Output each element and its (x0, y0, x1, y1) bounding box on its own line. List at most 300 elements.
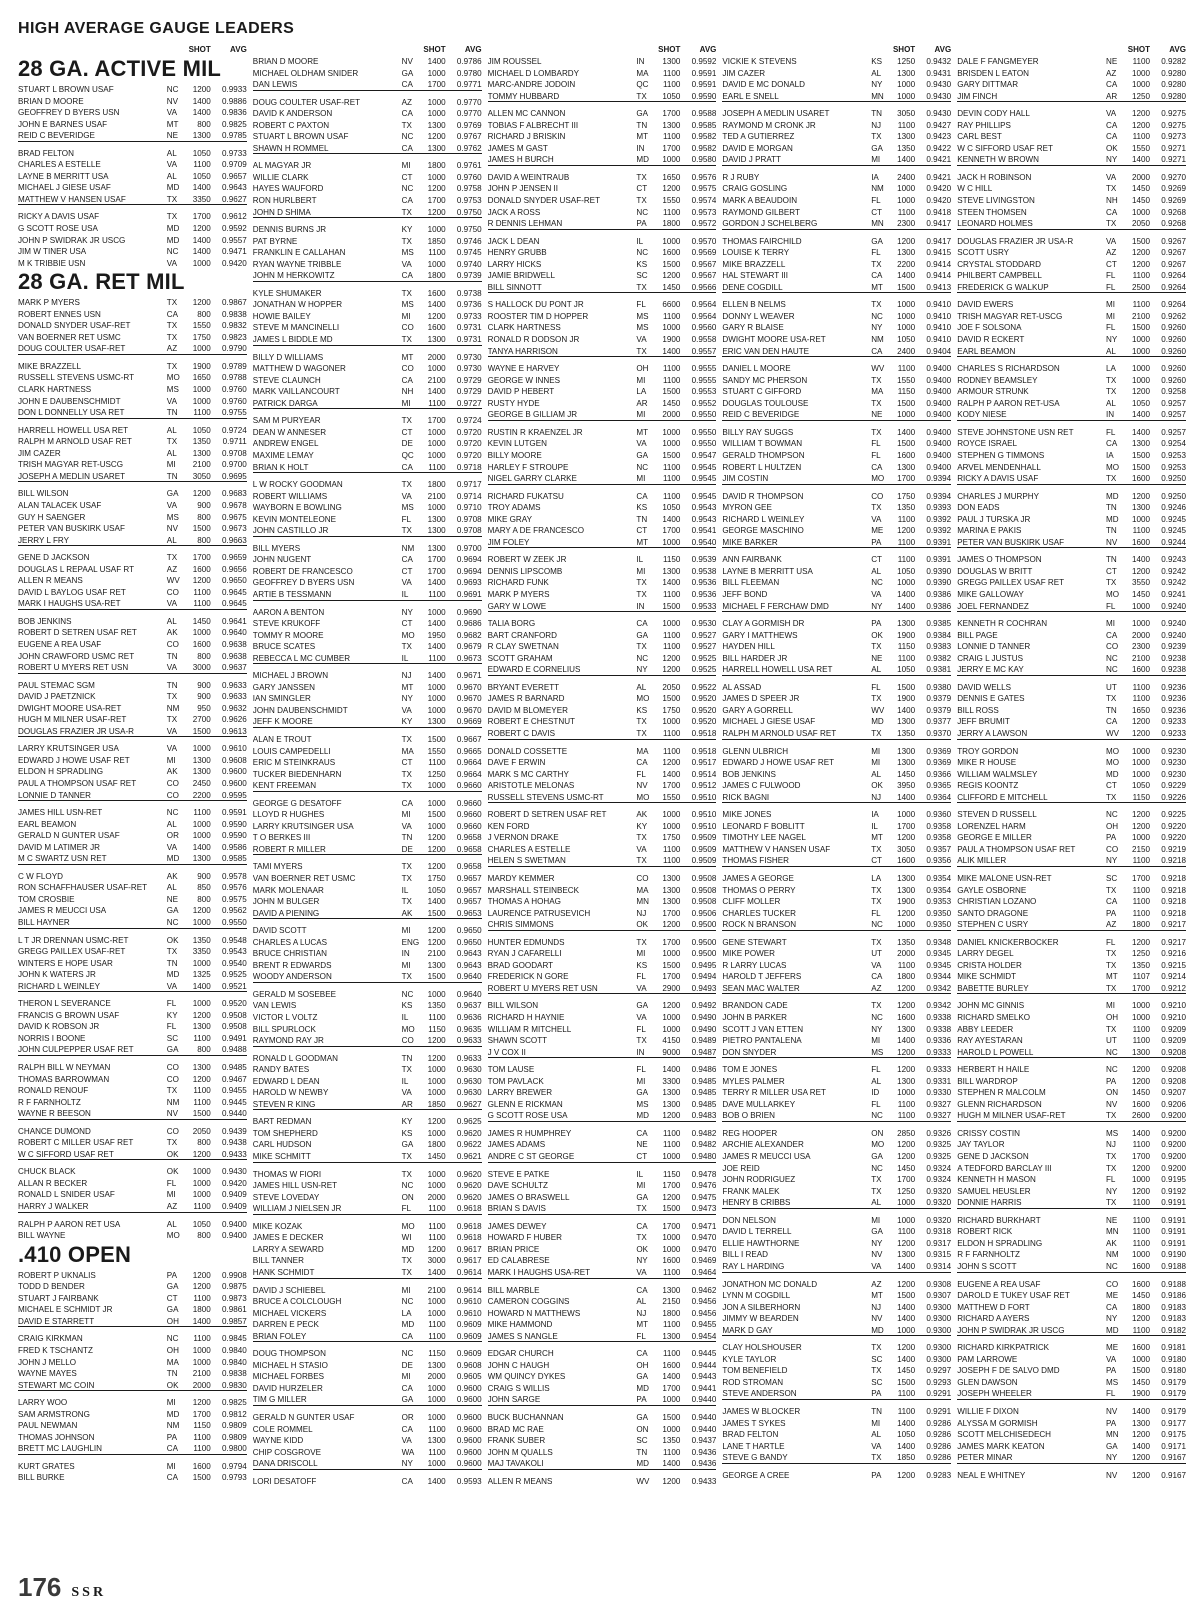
average-value: 0.9617 (456, 1244, 482, 1254)
shooter-name: DENE COGDILL (722, 282, 783, 292)
shooter-row (488, 1476, 717, 1488)
average-value: 0.9233 (1161, 717, 1186, 727)
shooter-state: TX (1105, 1152, 1117, 1162)
shooter-name: EARL BEAMON (957, 346, 1016, 356)
shooter-name: SCOTT MELCHISEDECH (957, 1430, 1052, 1440)
average-value: 0.9600 (222, 778, 247, 788)
average-value: 0.9645 (222, 599, 247, 609)
shot-count: 1100 (1132, 1215, 1150, 1225)
shooter-row (488, 108, 717, 120)
shooter-name: RICHARD FUNK (487, 578, 549, 588)
shot-count: 1600 (1131, 1279, 1150, 1289)
average-value: 0.9933 (222, 85, 247, 94)
average-value: 0.9432 (926, 57, 952, 66)
shot-count: 1500 (1131, 236, 1150, 246)
shot-count: 1000 (427, 172, 446, 182)
shooter-state: AK (166, 871, 178, 881)
leader-column (488, 44, 717, 1564)
shot-count: 1900 (897, 630, 916, 640)
shooter-state: TX (401, 207, 412, 217)
shooter-row (488, 728, 717, 740)
shooter-row (18, 1166, 247, 1178)
shot-count: 1100 (662, 491, 681, 501)
shot-count: 2500 (1131, 282, 1150, 292)
average-value: 0.9695 (222, 471, 247, 481)
shooter-name: STEVEN D RUSSELL (957, 810, 1037, 820)
shooter-row (488, 218, 717, 230)
shooter-row (722, 821, 951, 833)
shooter-state: TX (1105, 1198, 1117, 1208)
shooter-state: DE (401, 439, 413, 449)
shot-count: 1600 (427, 323, 446, 333)
shooter-state: MI (401, 960, 411, 970)
shooter-state: GA (871, 1227, 883, 1237)
shooter-name: JAMES W BLOCKER (722, 1406, 801, 1416)
average-value: 0.9441 (691, 1383, 717, 1393)
average-value: 0.9440 (691, 1412, 717, 1422)
shot-count: 1000 (662, 1233, 681, 1243)
shooter-name: TED A GUTIERREZ (722, 132, 795, 142)
average-value: 0.9637 (456, 1001, 482, 1011)
shooter-row (722, 91, 951, 103)
shooter-state: LA (636, 387, 647, 397)
shooter-row (722, 1279, 951, 1291)
shooter-row (722, 1035, 951, 1047)
shot-count: 1300 (192, 1022, 211, 1032)
shooter-state: NV (636, 781, 648, 791)
shooter-name: JOSEPH F DE SALVO DMD (957, 1366, 1060, 1376)
shooter-name: BRIAN K HOLT (252, 462, 309, 472)
shooter-row (957, 363, 1186, 375)
shooter-state: VA (636, 983, 647, 993)
shooter-row (957, 259, 1186, 271)
shooter-state: CA (1105, 207, 1118, 217)
shot-count: 1750 (897, 491, 916, 501)
average-value: 0.9200 (1161, 1111, 1186, 1121)
shooter-state: UT (1105, 682, 1117, 692)
shot-count: 1300 (897, 758, 916, 768)
shot-count: 1200 (427, 1117, 446, 1127)
average-value: 0.9518 (691, 728, 717, 738)
shot-count: 1200 (1131, 1453, 1150, 1463)
shooter-name: BILLY RAY SUGGS (722, 427, 794, 437)
shooter-row (18, 523, 247, 535)
shooter-name: JIM ROUSSEL (487, 57, 542, 66)
shooter-row (722, 885, 951, 897)
shooter-row (253, 960, 482, 972)
shooter-state: FL (1105, 937, 1116, 947)
shot-count: 1100 (193, 160, 211, 170)
average-value: 0.9718 (456, 462, 482, 472)
shooter-state: GA (636, 1412, 649, 1422)
shot-count: 1000 (427, 1383, 446, 1393)
shooter-state: VA (166, 258, 177, 268)
shooter-name: JOHN E BARNES USAF (18, 119, 108, 129)
average-value: 0.9327 (926, 1099, 952, 1109)
average-value: 0.9650 (222, 576, 247, 586)
shot-count: 1100 (428, 1013, 446, 1023)
shooter-row (253, 705, 482, 717)
shot-count: 1600 (427, 288, 446, 298)
shooter-state: TX (166, 553, 178, 563)
shooter-row (722, 919, 951, 931)
shooter-state: FL (1105, 601, 1116, 611)
shooter-name: RICHARD KIRKPATRICK (957, 1343, 1050, 1353)
shooter-name: JONATHON MC DONALD (722, 1279, 818, 1289)
shot-count: 950 (197, 703, 211, 713)
shooter-name: ROD STROMAN (722, 1377, 784, 1387)
shooter-row (957, 693, 1186, 705)
shot-count: 1700 (897, 821, 916, 831)
shooter-name: DAVID A WEINTRAUB (487, 172, 570, 182)
shooter-name: DAVID SCOTT (252, 926, 307, 936)
shooter-row (957, 236, 1186, 248)
shooter-state: IN (636, 143, 645, 153)
shooter-name: CRYSTAL STODDARD (957, 259, 1041, 269)
average-value: 0.9433 (691, 1476, 717, 1486)
shooter-name: JOHN P SWIDRAK JR USCG (18, 235, 126, 245)
shooter-state: AL (871, 1076, 882, 1086)
average-value: 0.9491 (222, 1033, 247, 1043)
shooter-state: KS (636, 960, 648, 970)
shot-count: 1050 (897, 665, 916, 675)
shooter-state: MS (1105, 1377, 1119, 1387)
shooter-state: NV (166, 524, 179, 534)
shooter-row (722, 1047, 951, 1059)
shooter-row (488, 1371, 717, 1383)
shooter-name: ED CALABRESE (487, 1256, 550, 1266)
shooter-name: KEVIN MONTELEONE (252, 514, 336, 524)
average-value: 0.9268 (1161, 219, 1186, 229)
shooter-state: PA (1105, 1076, 1117, 1086)
shot-count: 1600 (1131, 474, 1150, 484)
average-value: 0.9746 (456, 236, 482, 246)
shot-count: 1100 (662, 642, 681, 652)
shot-count: 1100 (897, 555, 916, 565)
average-value: 0.9557 (222, 235, 247, 245)
shooter-row (253, 172, 482, 184)
shot-count: 1600 (897, 450, 916, 460)
shooter-state: LA (871, 874, 882, 883)
shot-count: 1200 (897, 1279, 916, 1289)
shooter-name: RICKY A DAVIS USAF (18, 212, 100, 222)
shooter-state: MT (636, 1320, 649, 1330)
shooter-row (957, 68, 1186, 80)
average-value: 0.9236 (1161, 682, 1186, 692)
average-value: 0.9264 (1161, 271, 1186, 281)
shooter-row (488, 375, 717, 387)
average-value: 0.9410 (926, 311, 952, 321)
shot-count: 1400 (427, 1267, 446, 1277)
shooter-name: RICHARD H HAYNIE (487, 1013, 565, 1023)
shooter-name: BRIAN S DAVIS (487, 1204, 546, 1214)
shot-count: 1200 (897, 1152, 916, 1162)
shooter-state: NM (1105, 1250, 1119, 1260)
average-value: 0.9280 (1161, 80, 1186, 90)
average-value: 0.9673 (456, 653, 482, 663)
shooter-state: IL (401, 1076, 409, 1086)
shot-count: 1700 (1131, 874, 1150, 883)
shooter-row (253, 566, 482, 578)
average-value: 0.9208 (1161, 1047, 1186, 1057)
shooter-name: GEORGE A CREE (722, 1470, 790, 1480)
average-value: 0.9410 (926, 323, 952, 333)
average-value: 0.9632 (222, 703, 247, 713)
shot-count: 1100 (1132, 694, 1150, 704)
shooter-name: RYAN WAYNE TRIBBLE (252, 259, 342, 269)
shooter-state: MO (1105, 589, 1120, 599)
shooter-name: JAMES M GAST (487, 143, 548, 153)
shooter-name: JOHN J MELLO (18, 1357, 77, 1367)
shooter-name: JEFF BOND (722, 589, 768, 599)
shot-count: 2300 (897, 219, 916, 229)
shot-count: 1400 (897, 1302, 916, 1312)
average-value: 0.9327 (926, 1111, 952, 1121)
shooter-state: NC (166, 1334, 179, 1344)
shooter-state: FL (871, 1099, 881, 1109)
shot-count: 1500 (1131, 1366, 1150, 1376)
shot-count: 1400 (662, 1372, 681, 1382)
shooter-state: CA (401, 271, 413, 281)
shooter-row (18, 223, 247, 235)
shot-count: 1100 (193, 808, 211, 818)
shooter-name: CLARK HARTNESS (487, 323, 561, 333)
shooter-name: BILL BURKE (18, 1473, 65, 1483)
shooter-name: TROY GORDON (957, 746, 1019, 756)
shooter-row (18, 535, 247, 547)
shooter-name: CARL HUDSON (252, 1140, 312, 1150)
shooter-state: MO (636, 694, 650, 704)
shooter-row (18, 981, 247, 993)
shot-count: 1400 (897, 589, 916, 599)
shot-count: 2300 (1131, 642, 1150, 652)
shooter-state: FL (871, 248, 881, 258)
shooter-row (722, 1064, 951, 1076)
shooter-name: GARY DITTMAR (957, 80, 1019, 90)
shooter-row (957, 682, 1186, 694)
shooter-state: KY (166, 1010, 178, 1020)
average-value: 0.9357 (926, 844, 952, 854)
shooter-state: AL (636, 1297, 647, 1307)
shooter-name: FRANCIS G BROWN USAF (18, 1010, 120, 1020)
shot-count: 1000 (427, 259, 446, 269)
shooter-name: TOBIAS F ALBRECHT III (487, 120, 579, 130)
shooter-row (957, 1429, 1186, 1441)
shot-count: 1800 (192, 1305, 211, 1315)
average-value: 0.9650 (456, 937, 482, 947)
shot-count: 1100 (897, 1406, 916, 1416)
shot-count: 1450 (192, 616, 211, 626)
shot-count: 1450 (1131, 1291, 1150, 1301)
shooter-state: TX (1105, 694, 1117, 704)
average-value: 0.9456 (691, 1297, 717, 1307)
average-value: 0.9494 (691, 972, 717, 982)
shooter-name: STUART C GIFFORD (722, 387, 802, 397)
shot-count: 1000 (897, 300, 916, 310)
shooter-row (488, 960, 717, 972)
shot-count: 850 (197, 883, 211, 893)
shooter-name: MIKE SCHMITT (252, 1152, 311, 1162)
shot-count: 1000 (1131, 346, 1150, 356)
shooter-state: TN (401, 833, 413, 843)
shooter-row (253, 514, 482, 526)
average-value: 0.9454 (691, 1331, 717, 1341)
shot-count: 1300 (897, 1076, 916, 1086)
shooter-state: NC (401, 1181, 414, 1191)
shot-count: 1000 (427, 1088, 446, 1098)
shooter-name: MARK A BEAUDOIN (722, 196, 798, 206)
shooter-row (18, 1178, 247, 1190)
shot-count: 1200 (662, 920, 681, 930)
average-value: 0.9643 (456, 949, 482, 959)
shooter-name: JERRY A LAWSON (957, 728, 1028, 738)
shooter-row (18, 1126, 247, 1138)
average-value: 0.9500 (691, 937, 717, 947)
shooter-name: JOSEPH A MEDLIN USARET (722, 109, 830, 119)
shooter-name: JOHN M QUALLS (487, 1447, 553, 1457)
shooter-state: MI (871, 155, 881, 165)
shooter-name: JAMES O THOMPSON (957, 555, 1042, 565)
shooter-name: ANDRE C ST GEORGE (487, 1152, 575, 1162)
shot-count: 1000 (662, 236, 681, 246)
shooter-state: NY (1105, 1186, 1118, 1196)
shot-count: 1100 (1132, 1198, 1150, 1208)
average-value: 0.9280 (1161, 68, 1186, 78)
average-value: 0.9825 (222, 119, 247, 129)
shot-count: 1200 (192, 489, 211, 499)
shooter-name: STEPHEN C USRY (957, 920, 1029, 930)
shooter-name: MARDY KEMMER (487, 874, 555, 883)
shooter-name: MICHAEL J GIESE USAF (18, 183, 111, 193)
shooter-state: AK (1105, 1238, 1117, 1248)
shooter-name: GLENN E RICKMAN (487, 1099, 563, 1109)
shot-count: 1100 (193, 1334, 211, 1344)
shooter-name: GREGG PAILLEX USAF RET (957, 578, 1065, 588)
shot-count: 1400 (427, 578, 446, 588)
shooter-state: CO (166, 778, 179, 788)
average-value: 0.9630 (456, 1065, 482, 1075)
shooter-row (488, 1047, 717, 1059)
shot-count: 1300 (897, 619, 916, 629)
average-value: 0.9179 (1161, 1377, 1186, 1387)
shot-count: 1500 (192, 1473, 211, 1483)
average-value: 0.9240 (1161, 601, 1186, 611)
average-value: 0.9640 (222, 628, 247, 638)
average-value: 0.9867 (222, 298, 247, 308)
shooter-state: NJ (636, 908, 647, 918)
average-value: 0.9555 (691, 364, 717, 374)
shooter-row (957, 409, 1186, 421)
shooter-name: R F FARNHOLTZ (18, 1097, 81, 1107)
header-spacer (18, 44, 183, 56)
shooter-row (722, 525, 951, 537)
shooter-name: DON NELSON (722, 1215, 776, 1225)
average-value: 0.9641 (222, 616, 247, 626)
shooter-name: JAMIE BRIDWELL (487, 271, 556, 281)
shooter-row (722, 1342, 951, 1354)
shot-count: 2150 (662, 1297, 681, 1307)
shot-count: 2000 (1131, 630, 1150, 640)
shot-count: 2000 (192, 1380, 211, 1390)
shooter-name: R J RUBY (722, 172, 760, 182)
shooter-name: GEORGE B GILLIAM JR (487, 410, 578, 420)
shot-count: 1150 (428, 1024, 446, 1034)
shooter-row (957, 1076, 1186, 1088)
shooter-state: MI (166, 460, 176, 470)
average-value: 0.9832 (222, 321, 247, 331)
average-value: 0.9543 (691, 503, 717, 513)
shooter-name: WAYNE MAYES (18, 1369, 77, 1379)
shooter-name: JAMES T SYKES (722, 1418, 786, 1428)
shooter-row (253, 1476, 482, 1488)
shot-count: 1200 (192, 224, 211, 234)
shooter-state: CT (636, 526, 648, 536)
shooter-state: FL (401, 514, 412, 524)
shooter-row (18, 1230, 247, 1242)
shot-count: 1550 (1131, 143, 1150, 153)
average-value: 0.9657 (456, 897, 482, 907)
shooter-state: TN (166, 408, 178, 418)
shot-count: 1100 (662, 589, 681, 599)
shot-count: 1300 (897, 132, 916, 142)
shooter-row (253, 438, 482, 450)
shot-count: 1100 (1132, 908, 1150, 918)
average-value: 0.9430 (222, 1167, 247, 1177)
average-value: 0.9564 (691, 311, 717, 321)
shot-count: 1100 (1132, 885, 1150, 895)
shooter-name: BRIAN D MOORE (252, 57, 319, 66)
average-value: 0.9291 (926, 1389, 952, 1399)
shooter-name: DAVID R ECKERT (957, 335, 1025, 345)
shooter-state: MD (636, 1111, 649, 1121)
shooter-row (253, 641, 482, 653)
shooter-name: TIMOTHY LEE NAGEL (722, 833, 806, 843)
shooter-name: CHARLES S RICHARDSON (957, 364, 1060, 374)
average-value: 0.9366 (926, 769, 952, 779)
shot-count: 1800 (427, 480, 446, 490)
shooter-row (722, 1302, 951, 1314)
shot-count: 1050 (897, 335, 916, 345)
shot-count: 1150 (897, 387, 916, 397)
shooter-state: TX (871, 642, 882, 652)
average-value: 0.9509 (691, 833, 717, 843)
shooter-state: AZ (166, 344, 178, 354)
average-value: 0.9245 (1161, 526, 1186, 536)
shooter-row (253, 79, 482, 91)
shooter-row (18, 871, 247, 883)
average-value: 0.9509 (691, 856, 717, 866)
average-value: 0.9657 (456, 885, 482, 895)
shooter-name: WM QUINCY DYKES (487, 1372, 566, 1382)
shooter-state: OR (401, 1412, 414, 1422)
average-value: 0.9320 (926, 1215, 952, 1225)
shooter-name: R F FARNHOLTZ (957, 1250, 1020, 1260)
shot-count: 1500 (897, 398, 916, 408)
shooter-row (488, 502, 717, 514)
shooter-name: BRYANT EVERETT (487, 682, 560, 692)
shooter-row (18, 171, 247, 183)
average-value: 0.9620 (456, 1192, 482, 1202)
average-value: 0.9760 (222, 385, 247, 395)
shooter-state: ON (1105, 1088, 1119, 1098)
shooter-row (18, 361, 247, 373)
shooter-row (18, 309, 247, 321)
shooter-row (957, 1099, 1186, 1111)
shot-count: 1100 (1132, 856, 1150, 866)
shooter-state: CO (401, 1036, 414, 1046)
shooter-name: DOUGLAS L REPAAL USAF RT (18, 564, 135, 574)
shooter-name: CRAIG L JUSTUS (957, 653, 1023, 663)
